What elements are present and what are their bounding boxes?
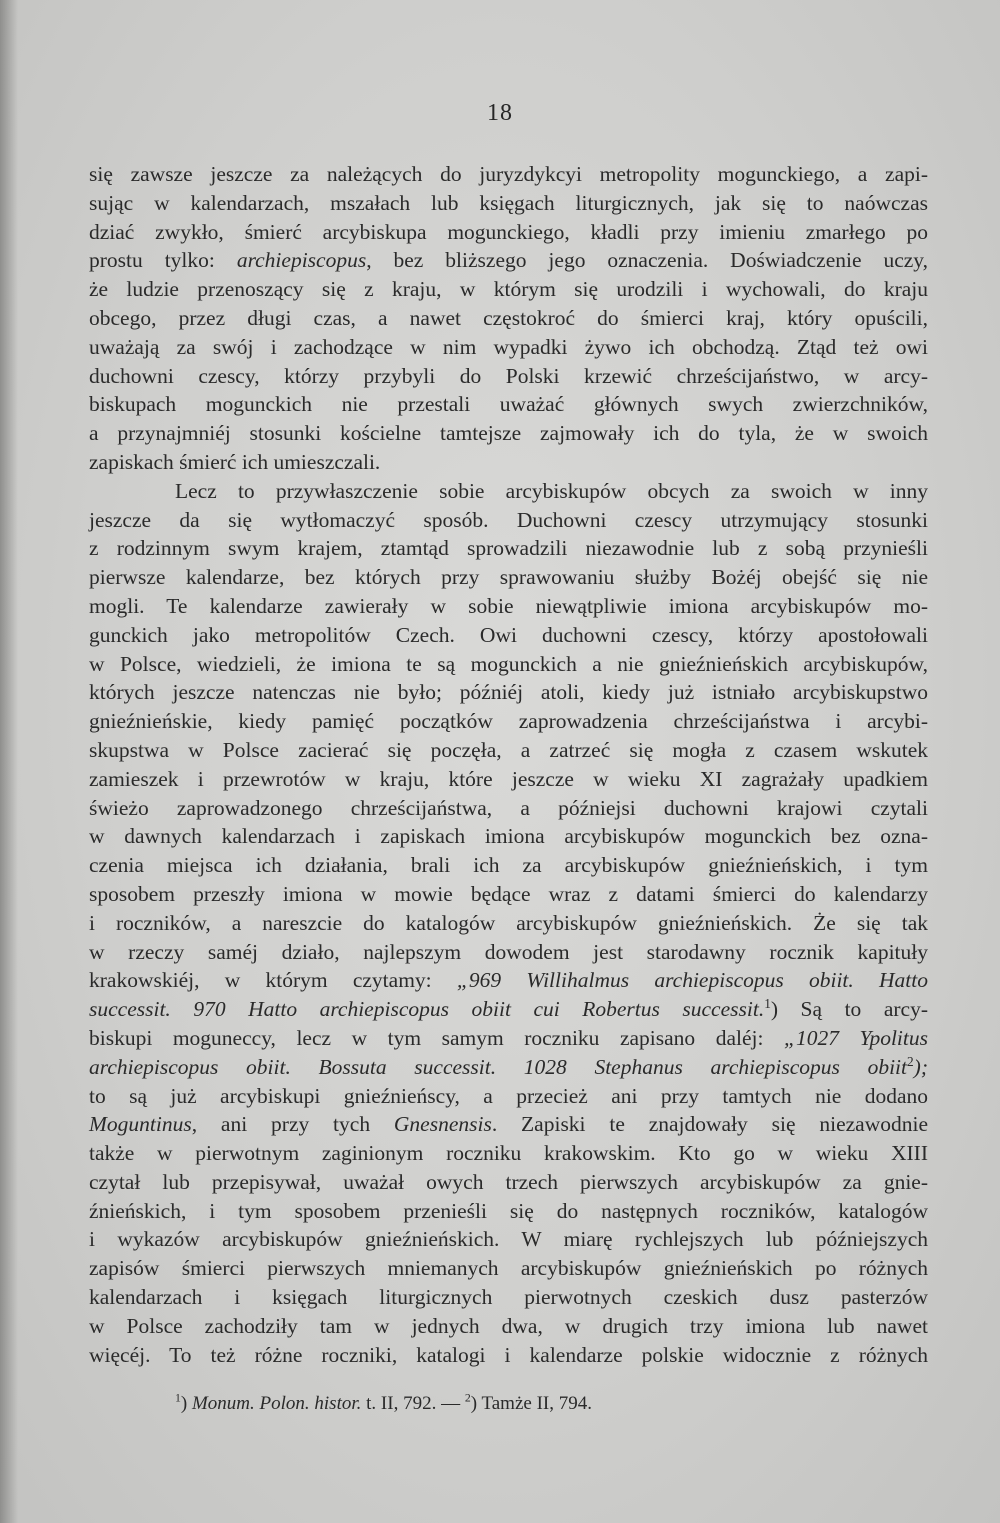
text-segment: . Zapiski te znajdowały się niezawodnie (491, 1112, 928, 1137)
text-line: obcego, przez długi czas, a nawet częstokroć do śmierci kraj, który opuścili, (89, 305, 928, 330)
text-line: duchowni czescy, którzy przybyli do Polski krzewić chrześcijaństwo, w arcy- (89, 363, 928, 388)
text-line: gunckich jako metropolitów Czech. Owi duchowni czescy, którzy apostołowali (89, 622, 928, 647)
italic-quote: „969 Willihalmus archiepiscopus obiit. Hatto (456, 968, 928, 993)
text-line: sując w kalendarzach, mszałach lub księgach liturgicznych, jak się to naówczas (89, 190, 928, 215)
footnote-source: Monum. Polon. histor. (191, 1393, 362, 1414)
text-line (89, 995, 928, 1024)
footnote-paren: ) (470, 1393, 478, 1414)
text-line: się zawsze jeszcze za należących do juryzdykcyi metropolity mogunckiego, a zapi- (89, 162, 928, 186)
italic-quote: archiepiscopus obiit. Bossuta successit. 1028 Stephanus archiepiscopus obiit (89, 1054, 907, 1079)
text-line: których jeszcze natenczas nie było; późniéj atoli, kiedy już istniało arcybiskupstwo (89, 680, 928, 705)
text-line: świeżo zaprowadzonego chrześcijaństwa, a późniejsi duchowni krajowi czytali (89, 795, 928, 820)
text-line: w Polsce zachodziły tam w jednych dwa, w drugich trzy imiona lub nawet (89, 1313, 928, 1338)
footnote-ref-1: 1 (764, 995, 771, 1011)
text-line: i wykazów arcybiskupów gnieźnieńskich. W miarę rychlejszych lub późniejszych (89, 1227, 928, 1252)
text-line (89, 246, 928, 275)
italic-quote: successit. 970 Hatto archiepiscopus obiit cui Robertus successit. (89, 997, 765, 1022)
text-line: dziać zwykło, śmierć arcybiskupa mogunckiego, kładli przy imieniu zmarłego po (89, 219, 928, 244)
footnote-paren: ) (180, 1393, 188, 1414)
text-line: sposobem przeszły imiona w mowie będące wraz z datami śmierci do kalendarzy (89, 881, 928, 906)
text-line: zapisów śmierci pierwszych mniemanych arcybiskupów gnieźnieńskich po różnych (89, 1256, 928, 1281)
italic-quote: „1027 Ypolitus (783, 1025, 928, 1050)
page-number: 18 (487, 100, 513, 126)
italic-term: Moguntinus (89, 1112, 192, 1137)
text-segment: , ani przy tych (191, 1112, 394, 1137)
text-line (89, 966, 928, 995)
footnote-ref-text: Tamże II, 794. (477, 1393, 592, 1414)
text-segment: krakowskiéj, w którym czytamy: (89, 968, 457, 993)
italic-term: Gnesnensis (393, 1112, 492, 1137)
text-line: to są już arcybiskupi gnieźnieńscy, a przecież ani przy tamtych nie dodano (89, 1083, 928, 1108)
text-line: czenia miejsca ich działania, brali ich za arcybiskupów gnieźnieńskich, i tym (89, 853, 928, 878)
text-line: uważają za swój i zachodzące w nim wypadki żywo ich obchodzą. Ztąd też owi (89, 334, 928, 359)
text-line: zamieszek i przewrotów w kraju, które jeszcze w wieku XI zagrażały upadkiem (89, 766, 928, 791)
text-line: źnieńskich, i tym sposobem przenieśli się do następnych roczników, katalogów (89, 1198, 928, 1223)
text-line: w dawnych kalendarzach i zapiskach imiona arcybiskupów mogunckich bez ozna- (89, 824, 928, 849)
text-segment: prostu tylko: (89, 248, 237, 273)
paragraph-end-line: zapiskach śmierć ich umieszczali. (89, 449, 381, 474)
text-line (89, 1024, 928, 1053)
text-line (89, 1110, 928, 1139)
text-line (89, 1053, 928, 1082)
text-segment: ) Są to arcy- (770, 997, 928, 1022)
text-line: także w pierwotnym zaginionym roczniku krakowskim. Kto go w wieku XIII (89, 1141, 928, 1166)
text-line: w rzeczy saméj działo, najlepszym dowodem jest starodawny rocznik kapituły (89, 939, 928, 964)
text-line: skupstwa w Polsce zacierać się poczęła, a zatrzeć się mogła z czasem wskutek (89, 737, 928, 762)
text-line: pierwsze kalendarze, bez których przy sprawowaniu służby Bożéj obejść się nie (89, 565, 928, 590)
text-line: w Polsce, wiedzieli, że imiona te są mogunckich a nie gnieźnieńskich arcybiskupów, (89, 651, 928, 676)
italic-quote: ); (913, 1054, 928, 1079)
text-line: że ludzie przenoszący się z kraju, w którym się urodzili i wychowali, do kraju (89, 277, 928, 302)
footnote-ref-2: 2 (907, 1053, 914, 1069)
text-line: kalendarzach i księgach liturgicznych pierwotnych czeskich dusz pasterzów (89, 1285, 928, 1310)
italic-term: archiepiscopus (236, 248, 367, 273)
text-line: gnieźnieńskie, kiedy pamięć początków zaprowadzenia chrześcijaństwa i arcybi- (89, 709, 928, 734)
body-text (89, 160, 928, 1369)
footnote-mark-1: 1 (175, 1391, 181, 1405)
text-line: a przynajmniéj stosunki kościelne tamtejsze zajmowały ich do tyla, że w swoich (89, 421, 928, 446)
text-line: więcéj. To też różne roczniki, katalogi i kalendarze polskie widocznie z różnych (89, 1342, 928, 1367)
footnote-mark-2: 2 (464, 1391, 471, 1405)
footnote-ref-text: t. II, 792. — (361, 1393, 465, 1414)
text-line: mogli. Te kalendarze zawierały w sobie niewątpliwie imiona arcybiskupów mo- (89, 593, 928, 618)
text-line: jeszcze da się wytłomaczyć sposób. Duchowni czescy utrzymujący stosunki (89, 507, 928, 532)
text-line: czytał lub przepisywał, uważał owych trzech pierwszych arcybiskupów za gnie- (89, 1169, 928, 1194)
text-line: biskupach mogunckich nie przestali uważać głównych swych zwierzchników, (89, 392, 928, 417)
text-line: i roczników, a nareszcie do katalogów arcybiskupów gnieźnieńskich. Że się tak (89, 910, 928, 935)
text-segment: biskupi moguneccy, lecz w tym samym roczniku zapisano daléj: (89, 1025, 784, 1050)
paragraph-start-line: Lecz to przywłaszczenie sobie arcybiskupów obcych za swoich w inny (175, 478, 928, 503)
footnotes (175, 1393, 875, 1415)
text-segment: , bez bliższego jego oznaczenia. Doświadczenie uczy, (366, 248, 929, 273)
text-line: z rodzinnym swym krajem, ztamtąd sprowadzili niezawodnie lub z sobą przynieśli (89, 536, 928, 561)
